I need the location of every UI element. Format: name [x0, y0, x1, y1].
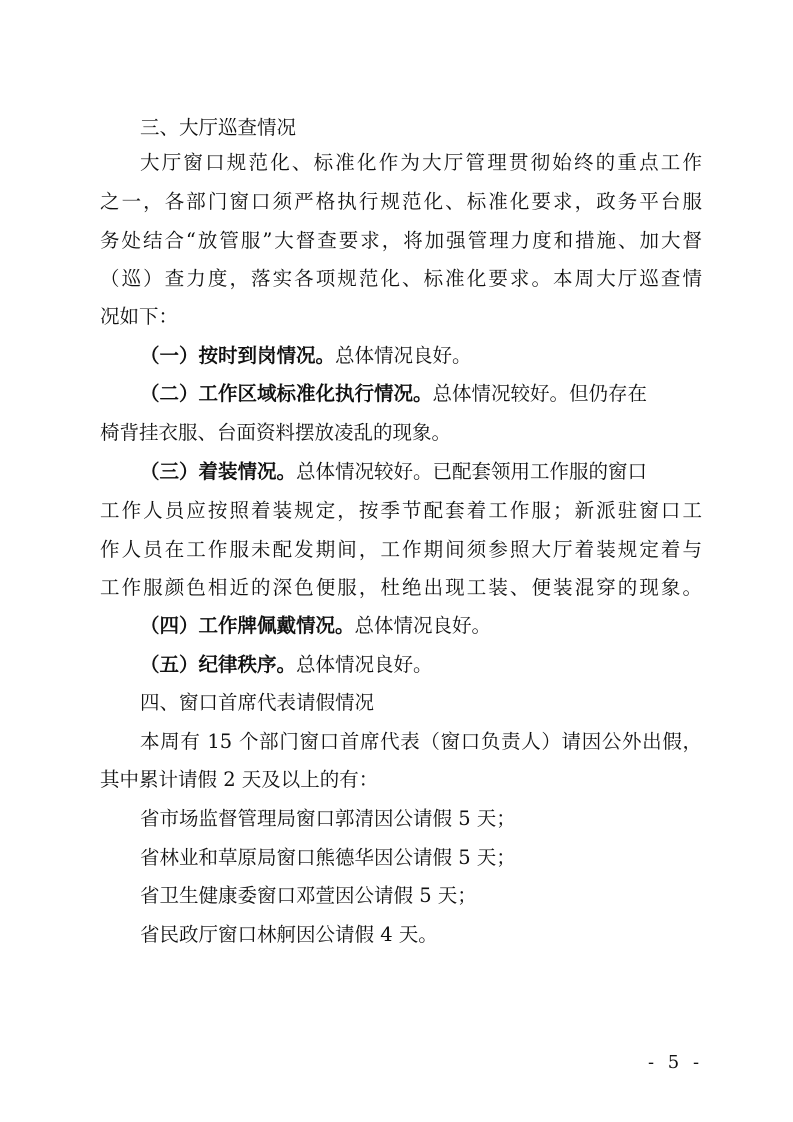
section4-paragraph-line: 本周有 15 个部门窗口首席代表（窗口负责人）请因公外出假，: [140, 730, 702, 753]
item-2-text: 总体情况较好。但仍存在: [432, 382, 648, 405]
section3-paragraph-line: （巡）查力度，落实各项规范化、标准化要求。本周大厅巡查情: [100, 267, 702, 290]
page-number: - 5 -: [648, 1052, 704, 1073]
item-5-text: 总体情况良好。: [296, 653, 433, 676]
item-3-text: 总体情况较好。已配套领用工作服的窗口: [296, 460, 648, 483]
item-2-title: （二）工作区域标准化执行情况。: [140, 382, 433, 405]
leave-list-item: 省民政厅窗口林舸因公请假 4 天。: [140, 923, 438, 946]
item-3-continuation: 工作人员应按照着装规定，按季节配套着工作服；新派驻窗口工: [100, 499, 702, 522]
item-3-continuation: 作人员在工作服未配发期间，工作期间须参照大厅着装规定着与: [100, 538, 702, 561]
item-4: [140, 606, 700, 646]
item-5-title: （五）纪律秩序。: [140, 653, 297, 676]
section3-paragraph-line: 之一，各部门窗口须严格执行规范化、标准化要求，政务平台服: [100, 190, 702, 213]
leave-list-item: 省林业和草原局窗口熊德华因公请假 5 天；: [140, 846, 516, 869]
item-2-continuation: 椅背挂衣服、台面资料摆放凌乱的现象。: [100, 421, 452, 444]
item-1: [140, 336, 700, 376]
leave-list-item: 省市场监督管理局窗口郭清因公请假 5 天；: [140, 807, 516, 830]
item-1-text: 总体情况良好。: [335, 344, 472, 367]
item-5: [140, 645, 700, 685]
leave-list-item: 省卫生健康委窗口邓萱因公请假 5 天；: [140, 884, 477, 907]
section3-paragraph-line: 务处结合“放管服”大督查要求，将加强管理力度和措施、加大督: [100, 229, 702, 252]
item-2: [140, 374, 702, 414]
item-4-title: （四）工作牌佩戴情况。: [140, 614, 355, 637]
item-3-title: （三）着装情况。: [140, 460, 297, 483]
section3-paragraph-line: 况如下：: [100, 305, 179, 328]
item-4-text: 总体情况良好。: [354, 614, 492, 637]
item-1-title: （一）按时到岗情况。: [140, 344, 336, 367]
section3-paragraph-line: 大厅窗口规范化、标准化作为大厅管理贯彻始终的重点工作: [140, 151, 702, 174]
section3-heading: 三、大厅巡查情况: [140, 116, 297, 139]
section4-heading: 四、窗口首席代表请假情况: [140, 691, 375, 714]
item-3: [140, 452, 702, 492]
section4-paragraph-line: 其中累计请假 2 天及以上的有：: [100, 768, 379, 791]
item-3-continuation: 工作服颜色相近的深色便服，杜绝出现工装、便装混穿的现象。: [100, 576, 702, 599]
